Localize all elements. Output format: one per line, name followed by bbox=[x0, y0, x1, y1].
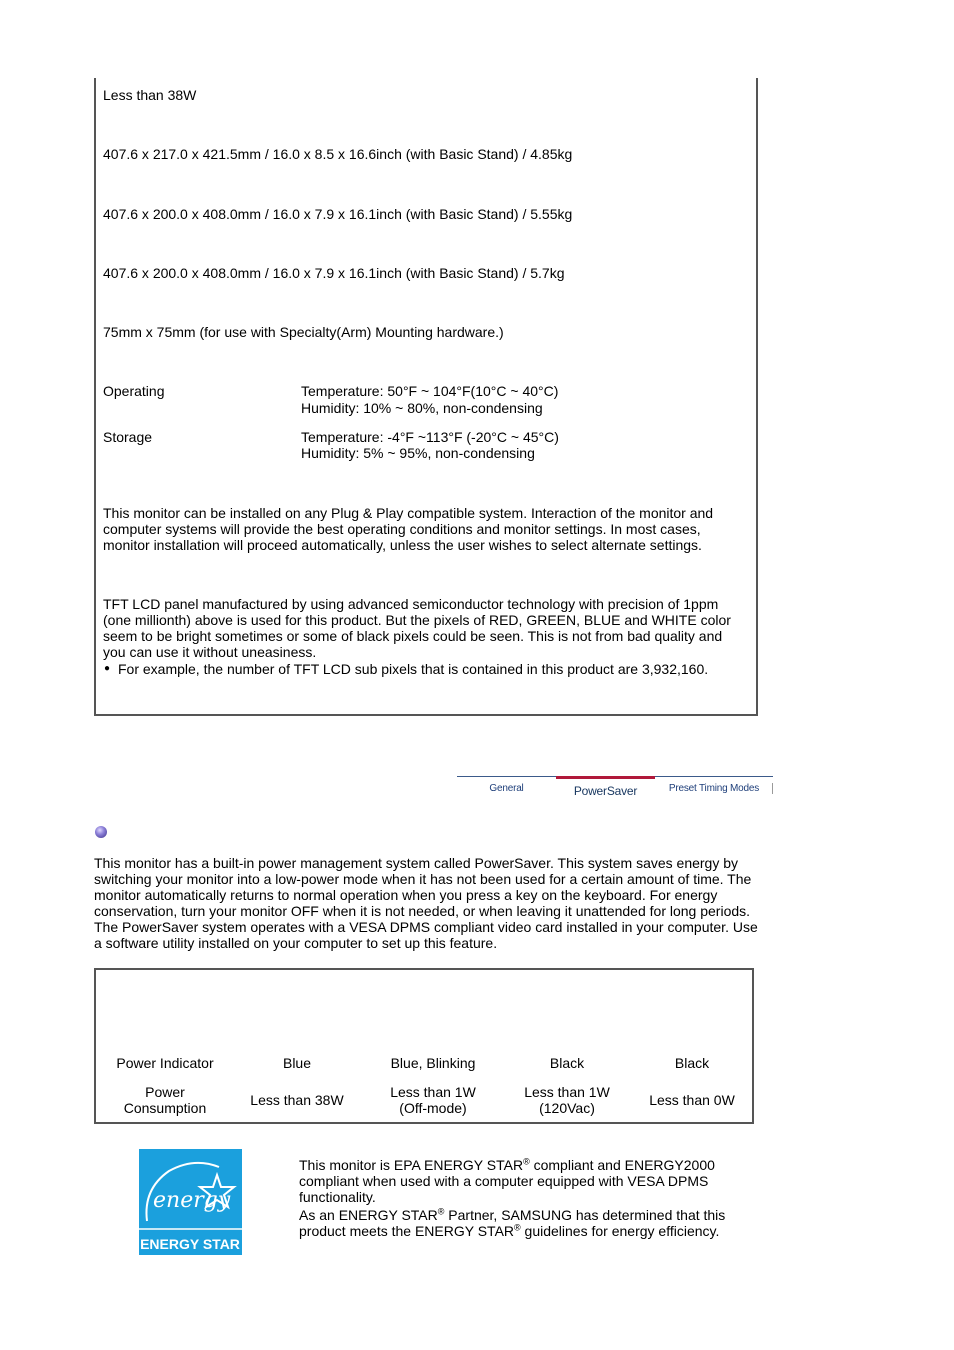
energy-star-logo bbox=[139, 1149, 242, 1255]
tab-general[interactable] bbox=[457, 777, 556, 798]
env-storage-humidity: Humidity: 5% ~ 95%, non-condensing bbox=[301, 445, 535, 461]
table-cell-indicator-switch: Black bbox=[674, 1055, 710, 1071]
table-cell-consumption-normal: Less than 38W bbox=[250, 1092, 344, 1108]
dot-acceptable-text: TFT LCD panel manufactured by using advanced semiconductor technology with precision of 1ppm (one millionth) above is used for this product. But the pixels of RED, GREEN, BLUE and WHITE color seem to be bright sometimes or some of black pixels could be seen. This is not from bad quality and you can use it without uneasiness. bbox=[103, 596, 731, 660]
powersaver-intro: This monitor has a built-in power management system called PowerSaver. This system saves energy by switching your monitor into a low-power mode when it has not been used for a certain amount of time. The monitor automatically returns to normal operation when you press a key on the keyboard. For energy conservation, turn your monitor OFF when it is not needed, or when leaving it unattended for long periods. The PowerSaver system operates with a VESA DPMS compliant video card installed in your computer. Use a software utility installed on your computer to set up this feature. bbox=[94, 855, 758, 951]
consumption-off-line1: Less than 1W bbox=[524, 1084, 610, 1100]
table-cell-consumption-off bbox=[502, 1084, 632, 1116]
consumption-saving-line1: Less than 1W bbox=[390, 1084, 476, 1100]
tab-general-label: General bbox=[489, 783, 524, 794]
table-cell-consumption-saving bbox=[368, 1084, 498, 1116]
env-operating-temp: Temperature: 50°F ~ 104°F(10°C ~ 40°C) bbox=[301, 383, 559, 399]
env-operating-label: Operating bbox=[103, 383, 165, 399]
env-storage-label: Storage bbox=[103, 429, 153, 445]
table-cell-indicator-saving: Blue, Blinking bbox=[390, 1055, 476, 1071]
dimensions-row-3: 407.6 x 200.0 x 408.0mm / 16.0 x 7.9 x 16.1inch (with Basic Stand) / 5.7kg bbox=[103, 265, 565, 281]
section-bullet-icon bbox=[95, 826, 107, 838]
env-storage-temp: Temperature: -4°F ~113°F (-20°C ~ 45°C) bbox=[301, 429, 559, 445]
consumption-off-line2: (120Vac) bbox=[539, 1100, 595, 1116]
env-operating-humidity: Humidity: 10% ~ 80%, non-condensing bbox=[301, 400, 543, 416]
dot-bullet-text: For example, the number of TFT LCD sub pixels that is contained in this product are 3,932,160. bbox=[118, 661, 709, 677]
power-consumption-value: Less than 38W bbox=[103, 87, 197, 103]
table-cell-indicator-off: Black bbox=[549, 1055, 585, 1071]
tab-powersaver-label: PowerSaver bbox=[573, 784, 638, 798]
table-cell-consumption-label bbox=[105, 1084, 225, 1116]
energy-star-logo-text: ENERGY STAR bbox=[140, 1236, 240, 1252]
energy-star-icon bbox=[139, 1149, 242, 1255]
energy-star-paragraph-2: As an ENERGY STAR® Partner, SAMSUNG has determined that this product meets the ENERGY STAR® guidelines for energy efficiency. bbox=[299, 1206, 726, 1239]
consumption-label-line1: Power bbox=[145, 1084, 185, 1100]
table-cell-indicator-normal: Blue bbox=[282, 1055, 312, 1071]
vesa-mounting-value: 75mm x 75mm (for use with Specialty(Arm) Mounting hardware.) bbox=[103, 324, 504, 340]
table-cell-consumption-switch: Less than 0W bbox=[649, 1092, 735, 1108]
tab-preset-timing-modes[interactable] bbox=[655, 777, 773, 798]
tab-separator bbox=[772, 783, 773, 794]
energy-star-paragraph-1: This monitor is EPA ENERGY STAR® compliant and ENERGY2000 compliant when used with a computer equipped with VESA DPMS functionality. bbox=[299, 1156, 715, 1205]
bullet-dot-icon: ● bbox=[104, 663, 111, 674]
consumption-saving-line2: (Off-mode) bbox=[399, 1100, 467, 1116]
spec-tabs bbox=[457, 776, 773, 799]
energy-star-description bbox=[299, 1157, 759, 1239]
table-cell-indicator-label: Power Indicator bbox=[116, 1055, 214, 1071]
plug-and-play-text: This monitor can be installed on any Plug & Play compatible system. Interaction of the monitor and computer systems will provide the best operating conditions and monitor settings. In most cases, monitor installation will proceed automatically, unless the user wishes to select alternate settings. bbox=[103, 505, 714, 553]
consumption-label-line2: Consumption bbox=[123, 1100, 207, 1116]
tab-preset-timing-label: Preset Timing Modes bbox=[668, 783, 760, 794]
tab-powersaver[interactable] bbox=[556, 776, 655, 800]
energy-star-script-text: energy bbox=[153, 1188, 231, 1213]
dimensions-row-1: 407.6 x 217.0 x 421.5mm / 16.0 x 8.5 x 16.6inch (with Basic Stand) / 4.85kg bbox=[103, 146, 573, 162]
dimensions-row-2: 407.6 x 200.0 x 408.0mm / 16.0 x 7.9 x 16.1inch (with Basic Stand) / 5.55kg bbox=[103, 206, 573, 222]
